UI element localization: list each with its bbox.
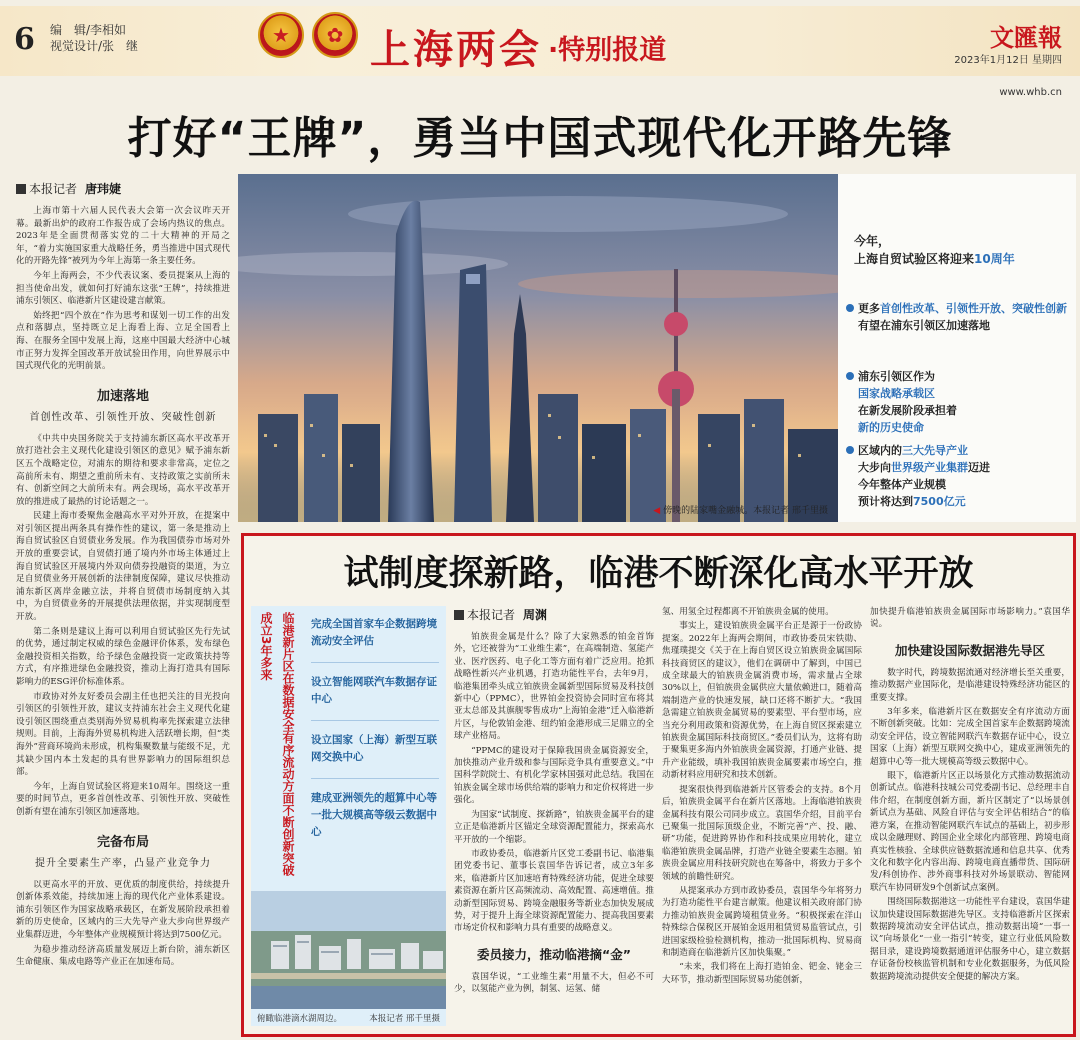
paragraph: 今年，上海自贸试验区将迎来10周年。围绕这一重要的时间节点，更多首创性改革、引领性开放、突破性创新有望在浦东引领区加速落地。: [16, 781, 230, 817]
feature-headline: 试制度探新路，临港不断深化高水平开放: [343, 554, 974, 594]
sidebar-item: 完成全国首家车企数据跨境流动安全评估: [311, 618, 437, 647]
lingang-photo-caption: 俯瞰临港滴水湖周边。: [257, 1014, 343, 1024]
byline-name: 唐玮婕: [85, 182, 122, 196]
info-text: 大步向: [858, 461, 891, 474]
paragraph: 袁国华说，“工业维生素”用量不大，但必不可少，以氢能产业为例，制氢、运氢、储: [454, 971, 654, 995]
page-number: 6: [14, 22, 35, 57]
sidebar-divider: [311, 778, 439, 779]
sidebar-divider: [311, 662, 439, 663]
cppcc-emblem-icon: ✿: [312, 12, 358, 58]
section-title: 上海两会: [370, 26, 542, 73]
masthead: [0, 0, 1080, 82]
lingang-photo-credit: 本报记者 邢千里摄: [369, 1014, 440, 1024]
paragraph: 上海市第十六届人民代表大会第一次会议昨天开幕。最新出炉的政府工作报告成了会场内热议的焦点。2023年是全面贯彻落实党的二十大精神的开局之年，“着力实施国家重大战略任务，勇当推进中国式现代化的开路先锋”被列为今年上海第一条主要任务。: [16, 206, 230, 267]
section-heading: 完备布局: [96, 834, 149, 850]
paragraph: 围绕国际数据港这一功能性平台建设，袁国华建议加快建设国际数据港先导区。支持临港新片区探索数据跨境流动安全评估试点，推动数据出境“一事一议”向场景化“一业一指引”转变，建立行业低风险数据目录，建设跨境数据通道评估服务中心，建立数据存证备份校核监管机制和专业化数据服务，为低风险数据跨境流动提供安全便捷的解决方案。: [870, 897, 1070, 982]
info-text: 浦东引领区作为: [858, 370, 935, 383]
sidebar-item: 设立智能网联汽车数据存证中心: [311, 676, 437, 705]
info-box-heading: [854, 232, 1015, 268]
byline-name: 周渊: [523, 608, 548, 622]
section-subheading: 首创性改革、引领性开放、突破性创新: [29, 411, 217, 423]
paragraph: 《中共中央国务院关于支持浦东新区高水平改革开放打造社会主义现代化建设引领区的意见》赋予浦东新区五个战略定位，对浦东的期待和要求非常高，定位之高前所未有、期望之重前所未有、支持政策之实前所未有、创新空间之大前所未有。两会现场，高水平改革开放的推进成了最热的讨论话题之一。: [16, 433, 230, 507]
sidebar-item: 建成亚洲领先的超算中心等一批大规模高等级云数据中心: [311, 792, 437, 838]
paragraph: 市政协对外友好委员会副主任也把关注的目光投向引领区的引领性开放，建议支持浦东社会主义现代化建设引领区围绕重点类别海外贸易机构率先探索建立法律规则。目前，上海海外贸易机构进入活跃增长期，但“类海外”营商环境尚未形成，机构集聚数量与能级不足，尤其缺少国内本土发起的具有世界影响力的国际组织总部。: [16, 691, 230, 778]
lingang-photo: [251, 891, 446, 1009]
feature-column-2: [662, 606, 862, 1026]
feature-subheading: 加快建设国际数据港先导区: [894, 642, 1045, 658]
sidebar-divider: [311, 720, 439, 721]
paragraph: 为国家“试制度、探新路”，铂族贵金属平台的建立正是临港新片区锚定全球资源配置能力，探索高水平开放的一个缩影。: [454, 809, 654, 845]
info-heading-line2: 上海自贸试验区将迎来: [854, 252, 975, 266]
hero-photo: [238, 174, 838, 522]
sidebar-vertical-title: 成立3年多来: [259, 612, 273, 681]
paragraph: 民建上海市委聚焦金融高水平对外开放，在提案中对引领区提出两条具有操作性的建议，第一条是推动上海自贸试验区自贸债业务发展。作为我国债券市场对外开放的重要尝试，自贸债打通了境内外市场主体通过上海自贸试验区开展境内外双向债券投融资的渠道，为立足自贸债业务开展创新的法律制度保障，建议尽快推动浦东新区离岸金融立法，并将自贸债市场制度纳入其中，为自贸债业务的开展提供法理依据，并实现制度型开放。: [16, 511, 230, 623]
paragraph: 第二条则是建议上海可以利用自贸试验区先行先试的优势，通过制定权威的绿色金融评价体系，发布绿色金融投资相关指数，给予绿色金融投资一定政策扶持等方式，有序推进绿色金融投资，推动上海打造具有国际影响力的ESG评价标准体系。: [16, 626, 230, 687]
info-text: 更多: [858, 302, 880, 315]
paragraph: 市政协委员，临港新片区党工委副书记、临港集团党委书记、董事长袁国华告诉记者，成立3年多来，临港新片区加速培育特殊经济功能，促进全球要素资源在新片区高频流动、高效配置、高速增值。推动新型国际贸易、跨境金融服务等新业态加快发展成势，对于提升上海全球资源配置能力、提高我国要素市场定价权和影响力具有重要的战略意义。: [454, 848, 654, 934]
byline-label: 本报记者: [467, 608, 516, 622]
paragraph: 3年多来，临港新片区在数据安全有序流动方面不断创新突破。比如：完成全国首家车企数据跨境流动安全评估，设立智能网联汽车数据存证中心，设立国家（上海）新型互联网交换中心，建成亚洲领先的超算中心等一批大规模高等级云数据中心。: [870, 707, 1070, 767]
feature-sidebar: [251, 606, 446, 1026]
section-heading: 加速落地: [96, 388, 149, 404]
bullet-dot-icon: [846, 304, 854, 312]
info-highlight: 首创性改革、引领性开放、突破性创新: [880, 302, 1067, 315]
paper-url: www.whb.cn: [999, 87, 1062, 98]
paragraph: 从提案承办方到市政协委员，袁国华今年将努力为打造功能性平台建言献策。他建议相关政府部门协力推动铂族贵金属跨境租赁业务。“积极探索在洋山特殊综合保税区开展铂金返用租赁贸易监管试点，引进国家级检验检测机构，推动一批国际机构、贸易商和制造商在临港新片区加快集聚。”: [662, 885, 862, 958]
info-text: 区域内的: [858, 444, 902, 457]
byline: [16, 180, 230, 197]
info-text: 有望在浦东引领区加速落地: [858, 319, 990, 332]
info-box: [838, 174, 1076, 522]
paragraph: 数字时代，跨境数据流通对经济增长至关重要，推动数据产业国际化，是临港建设特殊经济功能区的重要支撑。: [870, 667, 1070, 703]
info-highlight: 7500亿元: [913, 495, 966, 508]
issue-date: 2023年1月12日 星期四: [954, 55, 1062, 66]
photo-caption: [653, 503, 828, 516]
feature-byline: [454, 606, 654, 623]
info-text: 在新发展阶段承担着: [858, 404, 957, 417]
caption-triangle-icon: ◀: [653, 506, 661, 516]
sidebar-item: 设立国家（上海）新型互联网交换中心: [311, 734, 437, 763]
info-item: [858, 300, 1068, 334]
paragraph: 始终把“四个放在”作为思考和谋划一切工作的出发点和落脚点，坚持既立足上海看上海、立足全国看上海、在服务全国中发展上海，这座中国最大经济中心城市正努力发挥全国改革开放试验田作用，向世界展示中国式现代化的光明前景。: [16, 310, 230, 372]
paragraph: 铂族贵金属是什么？除了大家熟悉的铂金首饰外，它还被誉为“工业维生素”，在高端制造、氢能产业、医疗医药、电子化工等方面有着广泛应用。抢抓战略性新兴产业机遇，打造功能性平台，去年9月，临港集团牵头成立铂族贵金属新型国际贸易及科技创新中心（PPMC），世界铂金投资协会同时宣布将其亚太总部及其旗舰零售成功“上海铂金港”迁入临港新片区，与伦敦铂金港、纽约铂金港形成三足鼎立的全球产业格局。: [454, 632, 654, 742]
bullet-dot-icon: [846, 372, 854, 380]
lujiazui-skyline-image: [238, 174, 838, 522]
editor-credit-line: 编 辑/李相如: [50, 23, 127, 37]
info-heading-highlight: 10周年: [974, 252, 1015, 266]
paragraph: 今年上海两会，不少代表议案、委员提案从上海的担当使命出发，就如何打好浦东这张“王牌”，持续推进浦东引领区、临港新片区建设建言献策。: [16, 270, 230, 307]
feature-column-1: [454, 606, 654, 1026]
paragraph: 为稳步推动经济高质量发展迈上新台阶，浦东新区生命健康、集成电路等产业正在加速布局。: [16, 944, 230, 968]
info-text: 预计将达到: [858, 495, 913, 508]
designer-credit-line: 视觉设计/张 继: [50, 39, 139, 53]
paragraph: 眼下，临港新片区正以场景化方式推动数据流动创新试点。临港科技城公司党委副书记、总经理丰自伟介绍，在制度创新方面，新片区制定了“以场景创新试点为基础、风险自评估与安全评估相结合”的临港方案，在推动智能网联汽车试点的基础上，初步形成以金融理财、跨国企业全球化内部管理、跨境电商真实性核验、全球供应链数据流通和信息共享、优秀文化和数字化内容出海、跨境电商直播带货、国际研发/科创协作、涉外商事科技对外场景联动、智能网联汽车协同研发9个创新试点案例。: [870, 771, 1070, 893]
info-highlight: 国家战略承载区: [858, 387, 935, 400]
left-article: [16, 180, 230, 1040]
byline-square-icon: [16, 184, 26, 194]
feature-subheading: 委员接力，推动临港摘“金”: [477, 946, 631, 962]
feature-column-3: [870, 606, 1070, 1026]
byline-label: 本报记者: [29, 182, 78, 196]
paragraph: 氢、用氢全过程都离不开铂族贵金属的使用。: [662, 607, 834, 617]
sidebar-vertical-title: 临港新片区在数据安全有序流动方面不断创新突破: [281, 612, 295, 876]
national-emblem-icon: ★: [258, 12, 304, 58]
editor-credits: [50, 22, 138, 54]
info-highlight: 三大先导产业: [902, 444, 968, 457]
paragraph: “未来，我们将在上海打造铂金、钯金、铑金三大环节，推动新型国际贸易功能创新，: [662, 962, 862, 985]
info-heading-line1: 今年，: [854, 234, 891, 248]
lingang-aerial-image: [251, 891, 446, 1009]
paragraph: 事实上，建设铂族贵金属平台正是源于一份政协提案。2022年上海两会期间，市政协委员宋铁勋、焦瑾璞提交《关于在上海自贸区设立铂族贵金属国际科技商贸区的建议》，他们在调研中了解到，中国已成全球最大的铂族贵金属消费市场，需求量占全球30%以上，但铂族贵金属供应大量依赖进口，随着高端制造产业的快速发展，缺口还将不断扩大。“我国急需建立铂族贵金属贸易的要素型、平台型市场，应当充分利用政策和资源优势，在上海自贸区探索建立铂族贵金属国际科技商贸区。”委员们认为，这将有助于聚集更多海内外铂族贵金属资源，打通产业链、提升产业能级，填补我国铂族贵金属要素市场空白，推动新材料应用研究和技术创新。: [662, 621, 862, 781]
newspaper-logo: 文匯報: [990, 23, 1062, 52]
byline-square-icon: [454, 610, 464, 620]
photo-caption-text: 傍晚的陆家嘴金融城。本报记者 邢千里摄: [663, 506, 828, 516]
paragraph: 加快提升临港铂族贵金属国际市场影响力。”袁国华说。: [870, 607, 1070, 630]
bullet-dot-icon: [846, 446, 854, 454]
info-highlight: 世界级产业集群: [891, 461, 968, 474]
info-text: 迈进: [968, 461, 990, 474]
section-subtitle: ·特别报道: [548, 35, 667, 66]
info-highlight: 新的历史使命: [858, 421, 924, 434]
feature-article: [241, 533, 1076, 1037]
paragraph: “PPMC的建设对于保障我国贵金属资源安全，加快推动产业升级和参与国际竞争具有重要意义。”中国科学院院士、有机化学家林国强对此总结。我国在铂族金属全球市场供给端的影响力和定价权将进一步强化。: [454, 745, 654, 806]
paragraph: 提案很快得到临港新片区管委会的支持。8个月后，铂族贵金属平台在新片区落地。上海临港铂族贵金属科技有限公司同步成立。袁国华介绍，目前平台已聚集一批国际顶级企业，不断完善“产、投、融、研”功能，促进跨界协作和科技成果应用转化，建立临港铂族贵金属品牌，打造产业链全要素生态圈。铂族贵金属应用科技研究院也在筹备中，将致力于多个领域的前瞻性研究。: [662, 784, 862, 882]
info-item: [858, 368, 1068, 436]
info-item: [858, 442, 1068, 510]
info-text: 今年整体产业规模: [858, 478, 946, 491]
section-subheading: 提升全要素生产率，凸显产业竞争力: [35, 857, 211, 869]
main-headline: 打好“王牌”，勇当中国式现代化开路先锋: [127, 113, 953, 164]
paragraph: 以更高水平的开放、更优质的制度供给，持续提升创新体系效能，持续加速上海的现代化产业体系建设。浦东引领区作为国家战略承载区，在新发展阶段承担着新的历史使命，区域内的三大先导产业大步向世界级产业集群迈进，今年整体产业规模预计将达到7500亿元。: [16, 879, 230, 940]
